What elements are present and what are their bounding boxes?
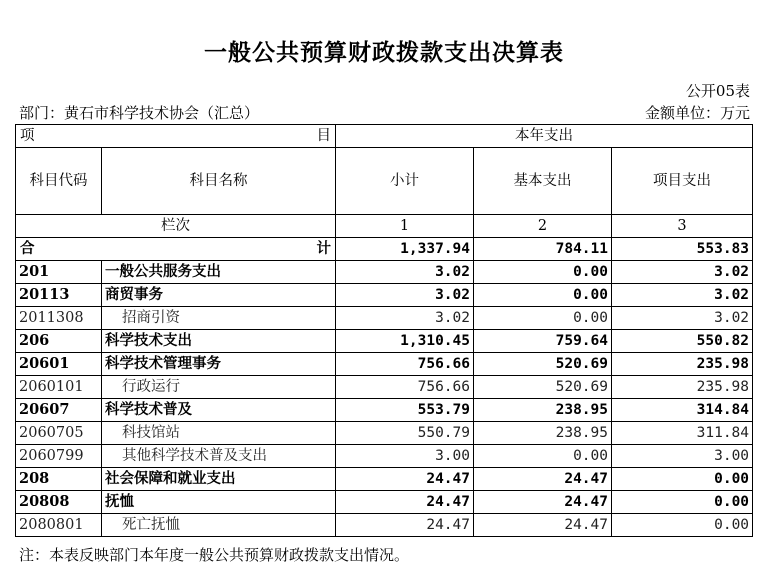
row-basic: 24.47 <box>474 514 612 537</box>
row-subtotal: 3.00 <box>336 445 474 468</box>
table-row <box>16 491 753 514</box>
code-header: 科目代码 <box>16 148 102 215</box>
row-code: 2060101 <box>16 376 102 399</box>
subtotal-header: 小计 <box>336 148 474 215</box>
expenditure-table <box>15 124 753 537</box>
row-subtotal: 553.79 <box>336 399 474 422</box>
header-row-2 <box>16 148 753 215</box>
total-subtotal: 1,337.94 <box>336 238 474 261</box>
row-name: 行政运行 <box>102 376 336 399</box>
row-name: 招商引资 <box>102 307 336 330</box>
row-name: 科学技术管理事务 <box>102 353 336 376</box>
table-row <box>16 284 753 307</box>
row-project: 314.84 <box>612 399 753 422</box>
row-basic: 759.64 <box>474 330 612 353</box>
row-subtotal: 3.02 <box>336 307 474 330</box>
row-name: 科技馆站 <box>102 422 336 445</box>
row-code: 208 <box>16 468 102 491</box>
total-basic: 784.11 <box>474 238 612 261</box>
row-code: 2080801 <box>16 514 102 537</box>
table-row <box>16 376 753 399</box>
row-basic: 520.69 <box>474 376 612 399</box>
row-basic: 0.00 <box>474 284 612 307</box>
row-basic: 0.00 <box>474 261 612 284</box>
total-project: 553.83 <box>612 238 753 261</box>
table-row <box>16 261 753 284</box>
table-row <box>16 445 753 468</box>
name-header: 科目名称 <box>102 148 336 215</box>
row-subtotal: 3.02 <box>336 284 474 307</box>
row-subtotal: 550.79 <box>336 422 474 445</box>
row-code: 206 <box>16 330 102 353</box>
row-subtotal: 3.02 <box>336 261 474 284</box>
row-name: 商贸事务 <box>102 284 336 307</box>
row-name: 社会保障和就业支出 <box>102 468 336 491</box>
row-subtotal: 1,310.45 <box>336 330 474 353</box>
header-row-1 <box>16 125 753 148</box>
footnote: 注：本表反映部门本年度一般公共预算财政拨款支出情况。 <box>19 546 410 564</box>
row-code: 2011308 <box>16 307 102 330</box>
row-project: 235.98 <box>612 353 753 376</box>
row-code: 2060799 <box>16 445 102 468</box>
item-header-left: 项 <box>20 128 35 144</box>
row-code: 20601 <box>16 353 102 376</box>
row-basic: 238.95 <box>474 399 612 422</box>
row-basic: 24.47 <box>474 468 612 491</box>
row-project: 235.98 <box>612 376 753 399</box>
item-header-right: 目 <box>316 128 331 144</box>
item-header <box>16 125 336 148</box>
row-project: 3.00 <box>612 445 753 468</box>
total-label-right: 计 <box>316 240 331 257</box>
row-basic: 520.69 <box>474 353 612 376</box>
row-subtotal: 756.66 <box>336 353 474 376</box>
row-basic: 238.95 <box>474 422 612 445</box>
form-number: 公开05表 <box>685 82 750 100</box>
row-code: 201 <box>16 261 102 284</box>
row-name: 科学技术支出 <box>102 330 336 353</box>
row-project: 0.00 <box>612 514 753 537</box>
row-subtotal: 24.47 <box>336 514 474 537</box>
table-row <box>16 399 753 422</box>
column-index-row <box>16 215 753 238</box>
row-name: 死亡抚恤 <box>102 514 336 537</box>
col-index-3: 3 <box>612 215 753 238</box>
table-row <box>16 468 753 491</box>
row-code: 20808 <box>16 491 102 514</box>
row-project: 3.02 <box>612 261 753 284</box>
row-subtotal: 756.66 <box>336 376 474 399</box>
row-basic: 0.00 <box>474 307 612 330</box>
project-header: 项目支出 <box>612 148 753 215</box>
table-row <box>16 307 753 330</box>
row-name: 抚恤 <box>102 491 336 514</box>
col-index-2: 2 <box>474 215 612 238</box>
col-index-1: 1 <box>336 215 474 238</box>
total-label <box>16 238 336 261</box>
row-project: 550.82 <box>612 330 753 353</box>
basic-header: 基本支出 <box>474 148 612 215</box>
report-title: 一般公共预算财政拨款支出决算表 <box>204 39 564 66</box>
row-project: 0.00 <box>612 491 753 514</box>
row-project: 0.00 <box>612 468 753 491</box>
table-row <box>16 353 753 376</box>
row-name: 科学技术普及 <box>102 399 336 422</box>
amount-unit-label: 金额单位：万元 <box>644 104 750 122</box>
column-label: 栏次 <box>16 215 336 238</box>
table-row <box>16 330 753 353</box>
row-code: 20607 <box>16 399 102 422</box>
current-year-header: 本年支出 <box>336 125 753 148</box>
row-project: 311.84 <box>612 422 753 445</box>
row-name: 其他科学技术普及支出 <box>102 445 336 468</box>
row-basic: 24.47 <box>474 491 612 514</box>
row-basic: 0.00 <box>474 445 612 468</box>
row-code: 20113 <box>16 284 102 307</box>
row-project: 3.02 <box>612 284 753 307</box>
row-subtotal: 24.47 <box>336 468 474 491</box>
row-code: 2060705 <box>16 422 102 445</box>
row-subtotal: 24.47 <box>336 491 474 514</box>
total-label-left: 合 <box>20 240 35 257</box>
total-row <box>16 238 753 261</box>
table-row <box>16 422 753 445</box>
row-project: 3.02 <box>612 307 753 330</box>
table-row <box>16 514 753 537</box>
row-name: 一般公共服务支出 <box>102 261 336 284</box>
department-label: 部门：黄石市科学技术协会（汇总） <box>19 104 260 122</box>
